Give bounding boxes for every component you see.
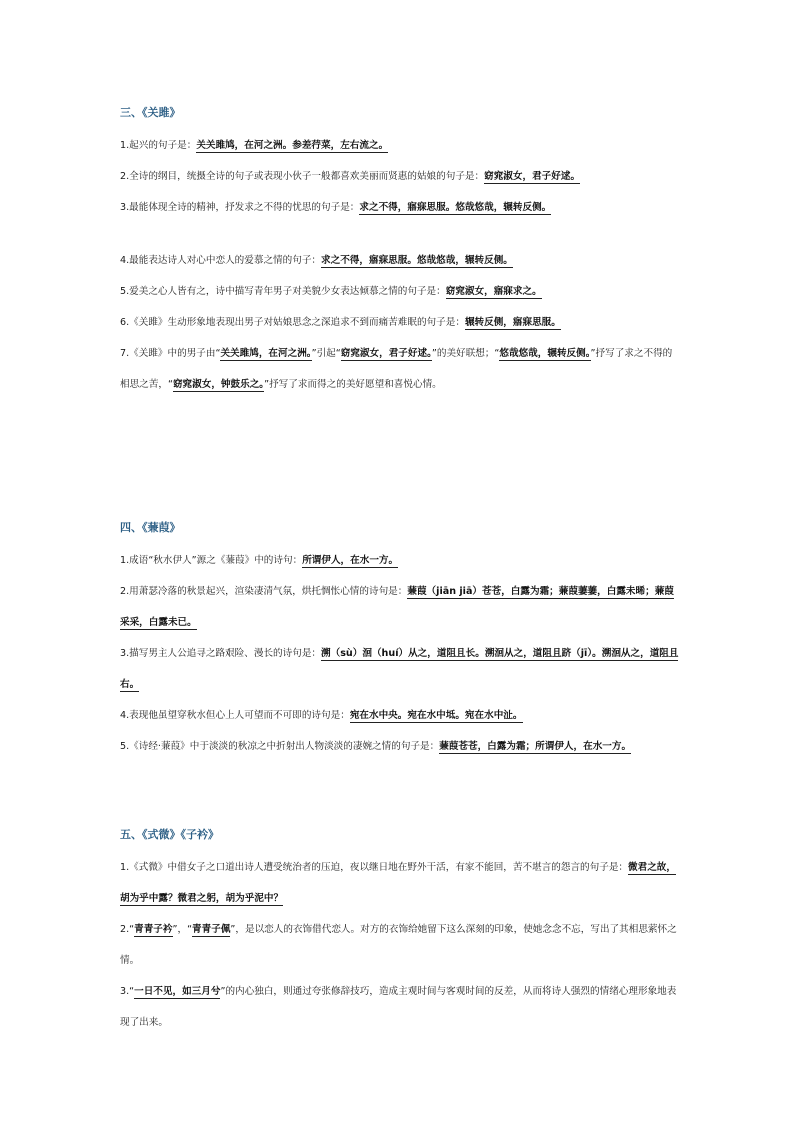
answer-text: 微君之故，胡为乎中露？微君之躬，胡为乎泥中？ bbox=[120, 862, 676, 904]
list-item bbox=[120, 192, 680, 223]
question-text: 3.描写男主人公追寻之路艰险、漫长的诗句是： bbox=[120, 648, 322, 659]
question-text: 4.最能表达诗人对心中恋人的爱慕之情的句子： bbox=[120, 255, 322, 266]
list-item bbox=[120, 338, 680, 400]
question-text: 5.爱美之心人皆有之，诗中描写青年男子对美貌少女表达倾慕之情的句子是： bbox=[120, 286, 446, 297]
answer-text: 青青子佩 bbox=[192, 924, 231, 935]
list-item bbox=[120, 914, 680, 976]
question-text: 6.《关雎》生动形象地表现出男子对姑娘思念之深追求不到而痛苦难眠的句子是： bbox=[120, 317, 465, 328]
question-text: ”的内心独白，则通过夸张修辞技巧，造成主观时间与客观时间的反差，从而将诗人强烈的情绪心理形象地表现了出来。 bbox=[120, 986, 677, 1028]
answer-text: 辗转反侧，寤寐思服。 bbox=[464, 317, 561, 328]
question-text: 4.表现他虽望穿秋水但心上人可望而不可即的诗句是： bbox=[120, 710, 350, 721]
list-item bbox=[120, 245, 680, 276]
question-text: 1.《式微》中借女子之口道出诗人遭受统治者的压迫，夜以继日地在野外干活，有家不能回，苦不堪言的怨言的句子是： bbox=[120, 862, 629, 873]
list-item bbox=[120, 700, 680, 731]
list-item bbox=[120, 576, 680, 638]
question-text: 2.全诗的纲目，统摄全诗的句子或表现小伙子一般都喜欢美丽而贤惠的姑娘的句子是： bbox=[120, 171, 485, 182]
list-item bbox=[120, 852, 680, 914]
question-text: 3.“ bbox=[120, 986, 135, 997]
answer-text: 蒹葭（jiān jiā）苍苍，白露为霜；蒹葭萋萋，白露未晞；蒹葭采采，白露未已。 bbox=[120, 586, 674, 628]
list-item bbox=[120, 731, 680, 762]
answer-text: 关关雎鸠，在河之洲。 bbox=[220, 348, 312, 359]
question-text: 2.用萧瑟冷落的秋景起兴，渲染凄清气氛，烘托惆怅心情的诗句是： bbox=[120, 586, 408, 597]
question-text: 5.《诗经·蒹葭》中于淡淡的秋凉之中折射出人物淡淡的凄婉之情的句子是： bbox=[120, 741, 440, 752]
section-shiwei-zijin bbox=[120, 828, 680, 1038]
answer-text: 关关雎鸠，在河之洲。参差荇菜，左右流之。 bbox=[196, 140, 389, 151]
answer-text: 窈窕淑女，君子好逑。 bbox=[484, 171, 581, 182]
section-guanju bbox=[120, 106, 680, 400]
answer-text: 悠哉悠哉，辗转反侧。 bbox=[499, 348, 591, 359]
list-item bbox=[120, 545, 680, 576]
answer-text: 所谓伊人，在水一方。 bbox=[302, 555, 399, 566]
answer-text: 求之不得，寤寐思服。悠哉悠哉，辗转反侧。 bbox=[321, 255, 513, 266]
answer-text: 青青子衿 bbox=[134, 924, 173, 935]
question-text: 3.最能体现全诗的精神，抒发求之不得的忧思的句子是： bbox=[120, 202, 360, 213]
list-item bbox=[120, 976, 680, 1038]
answer-text: 求之不得，寤寐思服。悠哉悠哉，辗转反侧。 bbox=[359, 202, 552, 213]
answer-text: 溯（sù）洄（huí）从之，道阻且长。溯洄从之，道阻且跻（jī）。溯洄从之，道阻且右。 bbox=[120, 648, 679, 690]
question-text: ”，是以恋人的衣饰借代恋人。对方的衣饰给她留下这么深刻的印象，使她念念不忘，写出了其相思萦怀之情。 bbox=[120, 924, 677, 966]
question-text: ”抒写了求之不得的相思之苦，“ bbox=[120, 348, 673, 390]
question-text: ”，“ bbox=[172, 924, 193, 935]
answer-text: 宛在水中央。宛在水中坻。宛在水中沚。 bbox=[349, 710, 523, 721]
section-heading: 三、《关雎》 bbox=[120, 106, 181, 119]
answer-text: 窈窕淑女，钟鼓乐之。 bbox=[172, 379, 265, 390]
list-item bbox=[120, 130, 680, 161]
answer-text: 窈窕淑女，寤寐求之。 bbox=[445, 286, 542, 297]
question-text: ”引起“ bbox=[311, 348, 341, 359]
list-item bbox=[120, 276, 680, 307]
list-item bbox=[120, 161, 680, 192]
question-text: 2.“ bbox=[120, 924, 135, 935]
answer-text: 蒹葭苍苍，白露为霜；所谓伊人，在水一方。 bbox=[439, 741, 632, 752]
question-text: ”抒写了求而得之的美好愿望和喜悦心情。 bbox=[264, 379, 442, 390]
question-text: ”的美好联想；“ bbox=[431, 348, 500, 359]
section-heading: 四、《蒹葭》 bbox=[120, 521, 181, 534]
question-text: 1.起兴的句子是： bbox=[120, 140, 197, 151]
section-heading: 五、《式微》《子衿》 bbox=[120, 828, 219, 841]
question-text: 7.《关雎》中的男子由“ bbox=[120, 348, 221, 359]
list-item bbox=[120, 307, 680, 338]
section-jianjia bbox=[120, 521, 680, 762]
answer-text: 一日不见，如三月兮 bbox=[134, 986, 221, 997]
question-text: 1.成语“秋水伊人”源之《蒹葭》中的诗句： bbox=[120, 555, 303, 566]
list-item bbox=[120, 638, 680, 700]
answer-text: 窈窕淑女，君子好逑。 bbox=[340, 348, 432, 359]
